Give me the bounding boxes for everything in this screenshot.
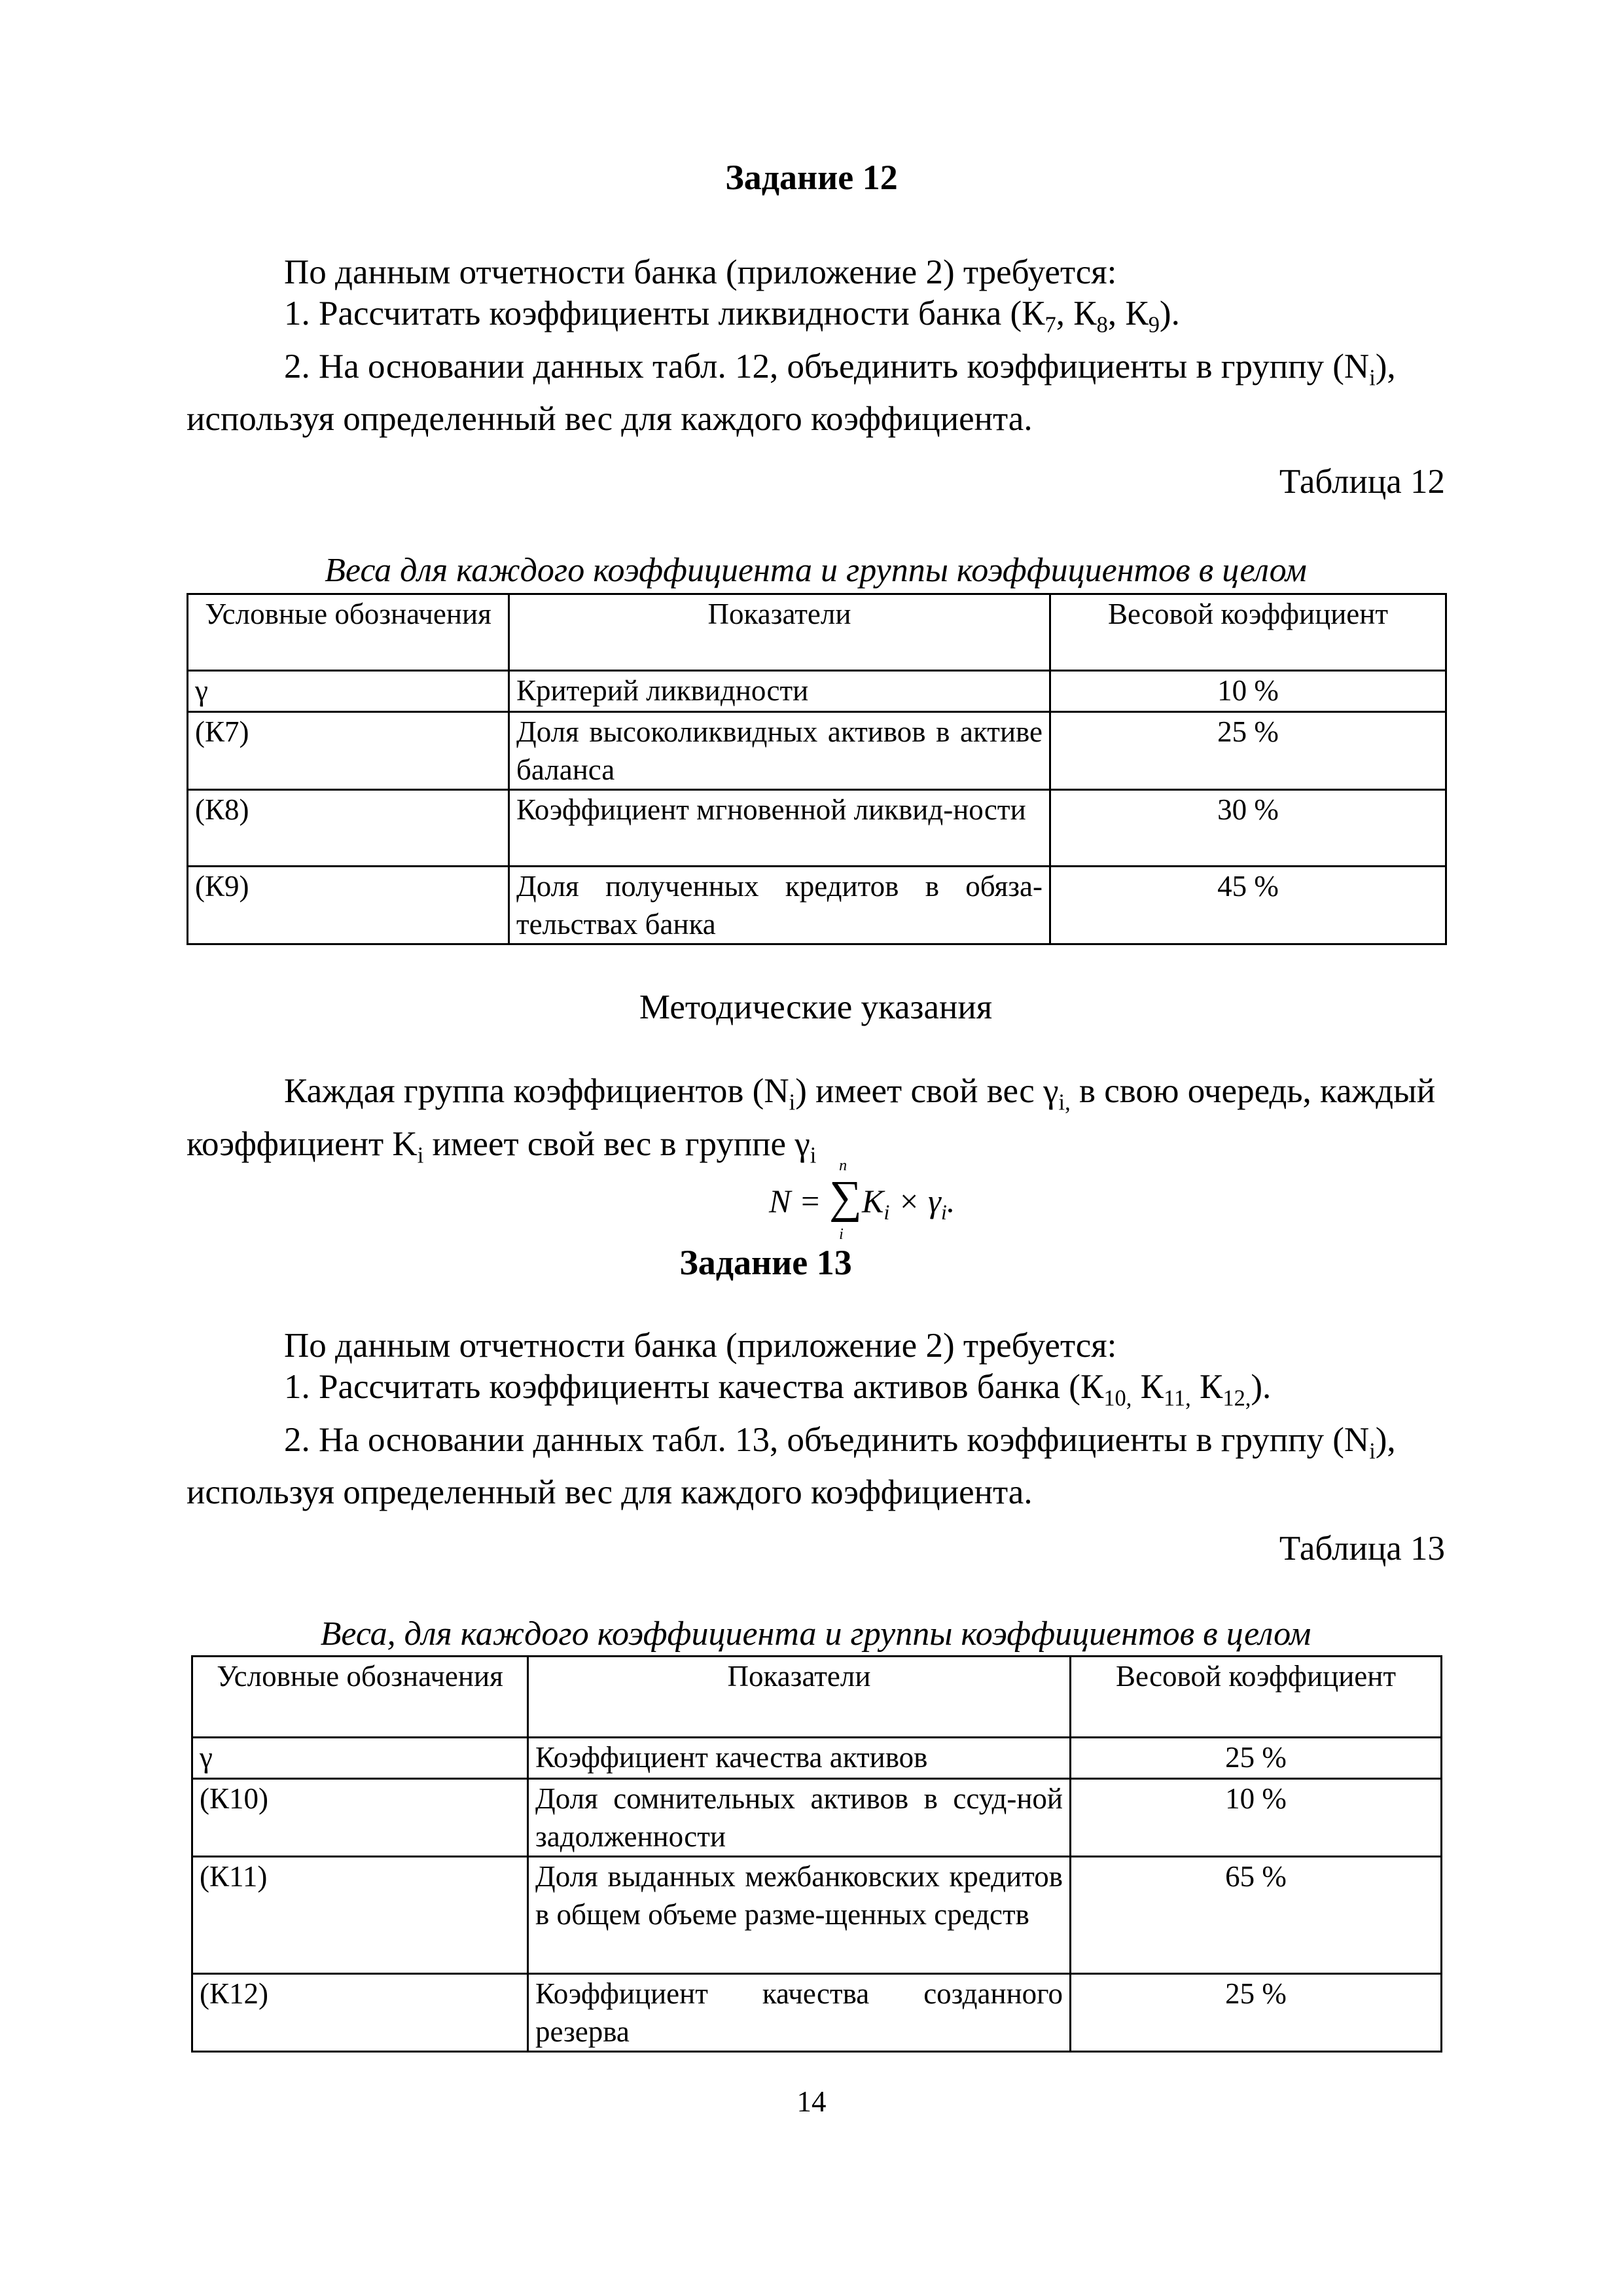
table-row	[192, 1974, 1442, 2052]
sub: 8	[1096, 312, 1108, 338]
task12-item2	[187, 346, 1445, 440]
table-row	[188, 867, 1446, 944]
symbol-cell: (К12)	[192, 1974, 528, 2052]
formula	[769, 1157, 955, 1243]
sub: i	[940, 1201, 947, 1225]
table-row	[188, 712, 1446, 790]
table12	[187, 593, 1447, 945]
weight-cell: 10 %	[1071, 1779, 1442, 1857]
sub: 12,	[1222, 1386, 1251, 1411]
item-text: ), используя определенный вес для каждого коэффициента.	[187, 347, 1396, 439]
text: в свою очередь, каждый коэффициент K	[187, 1072, 1436, 1163]
task13-item1: 1. Рассчитать коэффициенты качества активов банка ($К_{10,}$ $К_{11,}$ $К_{12,}$).	[284, 1368, 1272, 1411]
indicator-cell: Доля выданных межбанковских кредитов в общем объеме разме-щенных средств	[528, 1857, 1071, 1974]
guide-title: Методические указания	[639, 988, 993, 1026]
guide-text	[187, 1071, 1445, 1176]
indicator-cell: Доля сомнительных активов в ссуд-ной задолженности	[528, 1779, 1071, 1857]
symbol-cell: (К11)	[192, 1857, 528, 1974]
sub: i	[789, 1090, 796, 1115]
task13-intro: По данным отчетности банка (приложение 2) требуется:	[284, 1327, 1117, 1365]
sum-symbol	[829, 1157, 862, 1243]
symbol-cell: (К8)	[188, 790, 509, 867]
sub: i	[417, 1143, 424, 1168]
indicator-cell: Коэффициент качества созданного резерва	[528, 1974, 1071, 2052]
sum-lower: i	[839, 1226, 844, 1243]
sub: 7	[1044, 312, 1056, 338]
indicator-cell: Доля высоколиквидных активов в активе баланса	[509, 712, 1050, 790]
table-header-row	[192, 1657, 1442, 1738]
times-gamma: × γ	[889, 1183, 941, 1219]
header-cell: Показатели	[509, 594, 1050, 671]
table12-caption: Веса для каждого коэффициента и группы коэффициентов в целом	[325, 552, 1307, 589]
sub: i	[1369, 1439, 1376, 1464]
weight-cell: 25 %	[1050, 712, 1446, 790]
sum-upper: n	[839, 1157, 847, 1174]
indicator-cell: Коэффициент мгновенной ликвид-ности	[509, 790, 1050, 867]
indicator-cell: Доля полученных кредитов в обяза-тельствах банка	[509, 867, 1050, 944]
weight-cell: 45 %	[1050, 867, 1446, 944]
header-cell: Весовой коэффициент	[1071, 1657, 1442, 1738]
symbol-cell: (К7)	[188, 712, 509, 790]
weight-cell: 25 %	[1071, 1974, 1442, 2052]
item-text: 2. На основании данных табл. 12, объединить коэффициенты в группу (N	[284, 347, 1370, 386]
symbol-cell: (К10)	[192, 1779, 528, 1857]
table13	[191, 1655, 1442, 2053]
weight-cell: 10 %	[1050, 671, 1446, 712]
item-text: 2. На основании данных табл. 13, объединить коэффициенты в группу (N	[284, 1420, 1370, 1459]
task12-text	[187, 252, 1445, 440]
term: K	[862, 1183, 884, 1219]
table-row	[192, 1779, 1442, 1857]
table12-label: Таблица 12	[1279, 463, 1445, 501]
indicator-cell: Коэффициент качества активов	[528, 1738, 1071, 1779]
table-row	[192, 1857, 1442, 1974]
task12-title: Задание 12	[725, 158, 898, 197]
sigma: ∑	[829, 1172, 862, 1223]
item-text: 1. Рассчитать коэффициенты качества активов банка (К	[284, 1368, 1104, 1406]
table13-caption: Веса, для каждого коэффициента и группы коэффициентов в целом	[320, 1615, 1311, 1653]
item-text: ), используя определенный вес для каждого коэффициента.	[187, 1420, 1396, 1512]
task13-title: Задание 13	[679, 1243, 852, 1282]
sub: i	[810, 1143, 817, 1168]
sub: 10,	[1103, 1386, 1132, 1411]
text: имеет свой вес в группе γ	[423, 1124, 810, 1163]
table-row	[188, 790, 1446, 867]
sub: i	[883, 1201, 890, 1225]
sub: i,	[1058, 1090, 1071, 1115]
text: ) имеет свой вес γ	[795, 1072, 1059, 1110]
text: Каждая группа коэффициентов (N	[284, 1072, 789, 1110]
weight-cell: 25 %	[1071, 1738, 1442, 1779]
task12-item1: 1. Рассчитать коэффициенты ликвидности банка ($К_7$, $К_8$, $К_9$).	[284, 295, 1180, 338]
table-row	[188, 671, 1446, 712]
symbol-cell: (К9)	[188, 867, 509, 944]
symbol-cell: γ	[192, 1738, 528, 1779]
page-number: 14	[796, 2085, 827, 2118]
header-cell: Показатели	[528, 1657, 1071, 1738]
sub: 11,	[1163, 1386, 1191, 1411]
end: .	[946, 1183, 955, 1219]
header-cell: Условные обозначения	[192, 1657, 528, 1738]
task13-text	[187, 1325, 1445, 1513]
weight-cell: 65 %	[1071, 1857, 1442, 1974]
sub: i	[1369, 365, 1376, 391]
formula-lhs: N =	[769, 1183, 821, 1219]
weight-cell: 30 %	[1050, 790, 1446, 867]
table-row	[192, 1738, 1442, 1779]
item-text: 1. Рассчитать коэффициенты ликвидности банка (К	[284, 295, 1045, 332]
table13-label: Таблица 13	[1279, 1530, 1445, 1568]
sub: 9	[1148, 312, 1160, 338]
symbol-cell: γ	[188, 671, 509, 712]
task13-item2	[187, 1420, 1445, 1514]
table-header-row	[188, 594, 1446, 671]
indicator-cell: Критерий ликвидности	[509, 671, 1050, 712]
header-cell: Условные обозначения	[188, 594, 509, 671]
header-cell: Весовой коэффициент	[1050, 594, 1446, 671]
task12-intro: По данным отчетности банка (приложение 2) требуется:	[284, 253, 1117, 291]
